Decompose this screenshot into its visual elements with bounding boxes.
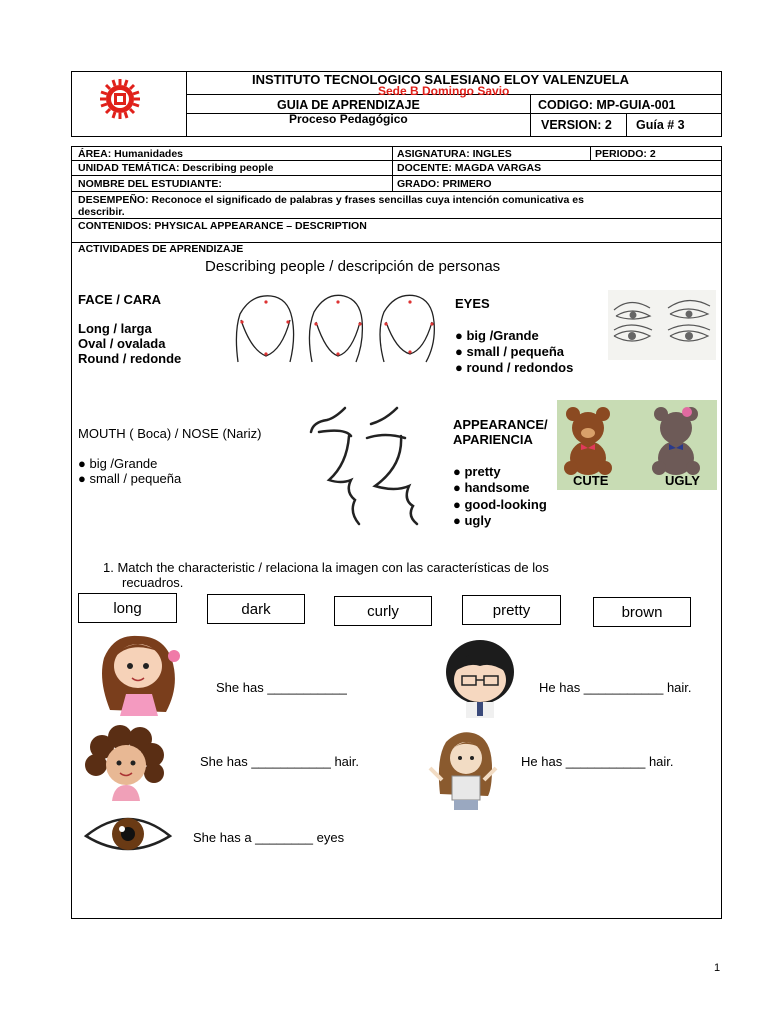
school-seal-icon xyxy=(72,72,186,136)
sentence-3: She has ___________ hair. xyxy=(200,754,360,769)
version-label: VERSION: 2 xyxy=(541,118,612,132)
mouth-nose-title: MOUTH ( Boca) / NOSE (Nariz) xyxy=(78,426,262,441)
bears-illustration xyxy=(557,400,717,490)
eyes-sketch-illustration xyxy=(608,290,716,360)
girl-curly-hair-picture xyxy=(82,725,170,801)
face-item-round: Round / redonde xyxy=(78,351,182,366)
exercise-instruction-1: 1. Match the characteristic / relaciona la imagen con las características de los xyxy=(103,560,549,575)
face-item-long: Long / larga xyxy=(78,321,152,336)
boy-long-hair-picture xyxy=(420,728,506,810)
activities-heading: ACTIVIDADES DE APRENDIZAJE xyxy=(78,243,244,255)
ugly-label: UGLY xyxy=(665,473,700,488)
header-table xyxy=(71,71,722,137)
sentence-5: She has a ________ eyes xyxy=(193,830,345,845)
word-box-curly: curly xyxy=(334,596,432,626)
period-cell: PERIODO: 2 xyxy=(595,148,656,160)
word-box-pretty: pretty xyxy=(462,595,561,625)
eyes-item-small: ● small / pequeña xyxy=(455,344,564,359)
cute-label: CUTE xyxy=(573,473,609,488)
grade-cell: GRADO: PRIMERO xyxy=(397,178,492,190)
boy-dark-hair-picture xyxy=(432,636,528,718)
eyes-item-round: ● round / redondos xyxy=(455,360,574,375)
word-box-long: long xyxy=(78,593,177,623)
contents-cell: CONTENIDOS: PHYSICAL APPEARANCE – DESCRIPTION xyxy=(78,220,367,232)
mouth-nose-item-big: ● big /Grande xyxy=(78,456,158,471)
guide-number: Guía # 3 xyxy=(636,118,685,132)
institution-name: INSTITUTO TECNOLOGICO SALESIANO ELOY VALENZUELA xyxy=(252,72,630,87)
performance-line-1: DESEMPEÑO: Reconoce el significado de palabras y frases sencillas cuya intención comunicativa es xyxy=(78,194,584,206)
word-box-dark: dark xyxy=(207,594,305,624)
eyes-item-big: ● big /Grande xyxy=(455,328,539,343)
sentence-1: She has ___________ xyxy=(216,680,347,695)
appearance-item-handsome: ● handsome xyxy=(453,480,530,495)
performance-line-2: describir. xyxy=(78,206,125,218)
activities-title: Describing people / descripción de personas xyxy=(205,258,501,275)
eyes-title: EYES xyxy=(455,296,490,311)
sentence-2: He has ___________ hair. xyxy=(539,680,692,695)
subject-cell: ASIGNATURA: INGLES xyxy=(397,148,512,160)
sentence-4: He has ___________ hair. xyxy=(521,754,674,769)
face-item-oval: Oval / ovalada xyxy=(78,336,166,351)
mouth-nose-item-small: ● small / pequeña xyxy=(78,471,182,486)
area-cell: ÁREA: Humanidades xyxy=(78,148,184,160)
teacher-cell: DOCENTE: MAGDA VARGAS xyxy=(397,162,542,174)
face-title: FACE / CARA xyxy=(78,292,162,307)
process-label: Proceso Pedagógico xyxy=(289,112,408,126)
exercise-instruction-2: recuadros. xyxy=(122,575,184,590)
face-shapes-illustration xyxy=(226,292,436,368)
code-label: CODIGO: MP-GUIA-001 xyxy=(538,98,676,112)
logo-cell xyxy=(72,72,187,136)
appearance-title-2: APARIENCIA xyxy=(453,432,533,447)
info-table xyxy=(71,146,722,243)
student-name-cell: NOMBRE DEL ESTUDIANTE: xyxy=(78,178,222,190)
appearance-item-ugly: ● ugly xyxy=(453,513,492,528)
appearance-title-1: APPEARANCE/ xyxy=(453,417,548,432)
brown-eye-picture xyxy=(82,810,174,856)
page-number: 1 xyxy=(714,962,721,974)
campus-name: Sede B Domingo Savio xyxy=(378,84,510,98)
girl-long-hair-picture xyxy=(80,630,202,716)
nose-profile-illustration xyxy=(305,406,433,526)
appearance-item-good-looking: ● good-looking xyxy=(453,497,547,512)
word-box-brown: brown xyxy=(593,597,691,627)
unit-cell: UNIDAD TEMÁTICA: Describing people xyxy=(78,162,274,174)
appearance-item-pretty: ● pretty xyxy=(453,464,501,479)
guide-title: GUIA DE APRENDIZAJE xyxy=(277,98,420,112)
